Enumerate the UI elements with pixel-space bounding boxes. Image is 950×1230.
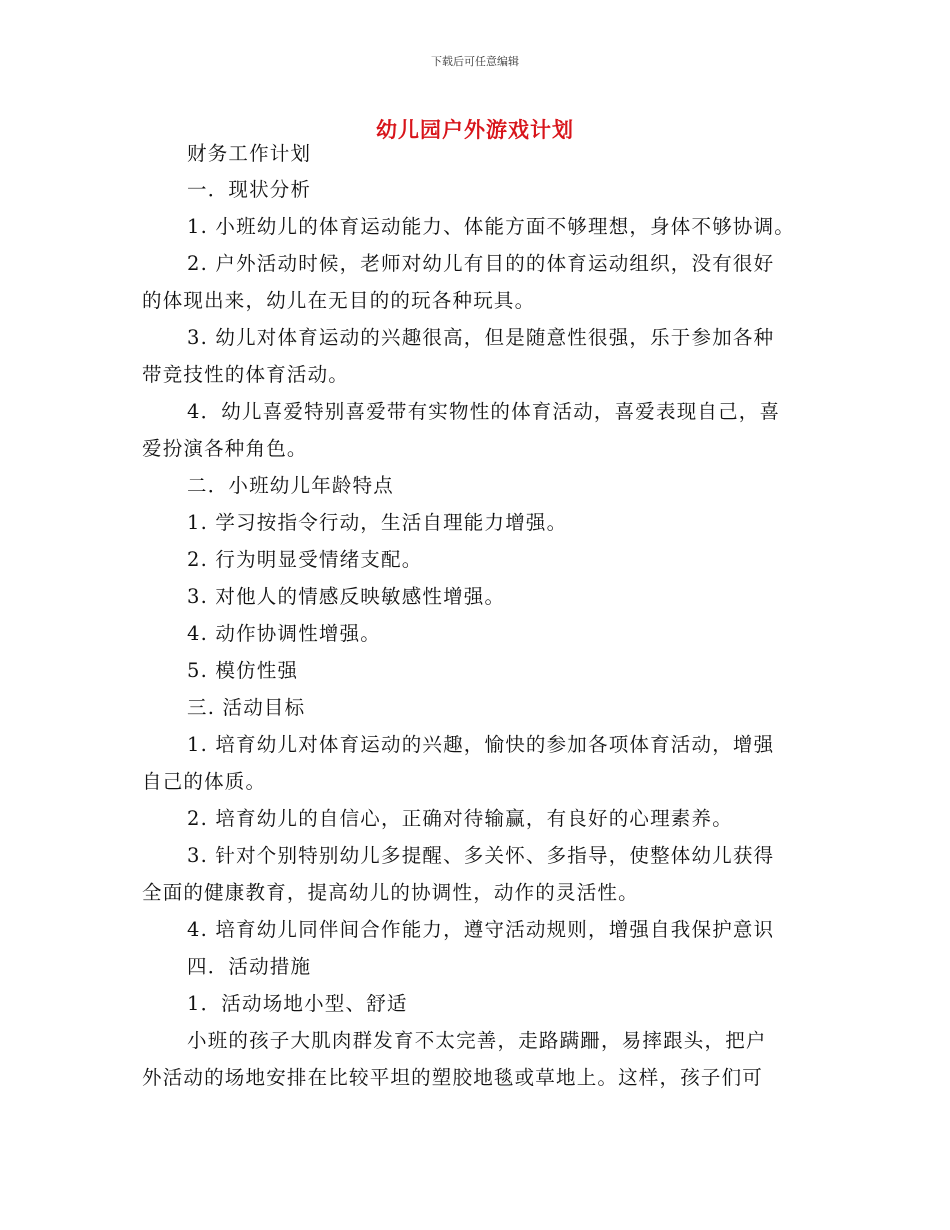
paragraph-line: 财务工作计划 xyxy=(187,142,312,165)
paragraph-line: 1. 小班幼儿的体育运动能力、体能方面不够理想，身体不够协调。 xyxy=(187,215,796,238)
paragraph-line: 4．幼儿喜爱特别喜爱带有实物性的体育活动，喜爱表现自己，喜 xyxy=(187,400,781,423)
paragraph-line: 3. 对他人的情感反映敏感性增强。 xyxy=(187,585,506,608)
paragraph-line: 外活动的场地安排在比较平坦的塑胶地毯或草地上。这样，孩子们可 xyxy=(142,1066,764,1089)
paragraph-line: 5. 模仿性强 xyxy=(187,659,299,682)
paragraph-line: 自己的体质。 xyxy=(142,770,267,793)
paragraph-line: 1．活动场地小型、舒适 xyxy=(187,992,408,1015)
paragraph-line: 4. 培育幼儿同伴间合作能力，遵守活动规则，增强自我保护意识 xyxy=(187,918,775,941)
paragraph-line: 4. 动作协调性增强。 xyxy=(187,622,382,645)
paragraph-line: 的体现出来，幼儿在无目的的玩各种玩具。 xyxy=(142,289,536,312)
paragraph-line: 全面的健康教育，提高幼儿的协调性，动作的灵活性。 xyxy=(142,881,639,904)
section-heading: 一．现状分析 xyxy=(187,178,312,201)
paragraph-line: 爱扮演各种角色。 xyxy=(142,437,308,460)
paragraph-line: 3. 针对个别特别幼儿多提醒、多关怀、多指导，使整体幼儿获得 xyxy=(187,844,775,867)
section-heading: 三. 活动目标 xyxy=(187,696,306,719)
paragraph-line: 2. 户外活动时候，老师对幼儿有目的的体育运动组织，没有很好 xyxy=(187,252,775,275)
paragraph-line: 1. 培育幼儿对体育运动的兴趣，愉快的参加各项体育活动，增强 xyxy=(187,733,775,756)
paragraph-line: 带竞技性的体育活动。 xyxy=(142,363,350,386)
paragraph-line: 2. 培育幼儿的自信心，正确对待输赢，有良好的心理素养。 xyxy=(187,807,733,830)
section-heading: 四．活动措施 xyxy=(187,955,312,978)
paragraph-line: 3. 幼儿对体育运动的兴趣很高，但是随意性很强，乐于参加各种 xyxy=(187,326,775,349)
paragraph-line: 小班的孩子大肌肉群发育不太完善，走路蹒跚，易摔跟头，把户 xyxy=(187,1029,767,1052)
document-title: 幼儿园户外游戏计划 xyxy=(376,118,574,142)
section-heading: 二．小班幼儿年龄特点 xyxy=(187,474,395,497)
header-note: 下载后可任意编辑 xyxy=(431,55,519,68)
paragraph-line: 2. 行为明显受情绪支配。 xyxy=(187,548,423,571)
paragraph-line: 1. 学习按指令行动，生活自理能力增强。 xyxy=(187,511,568,534)
